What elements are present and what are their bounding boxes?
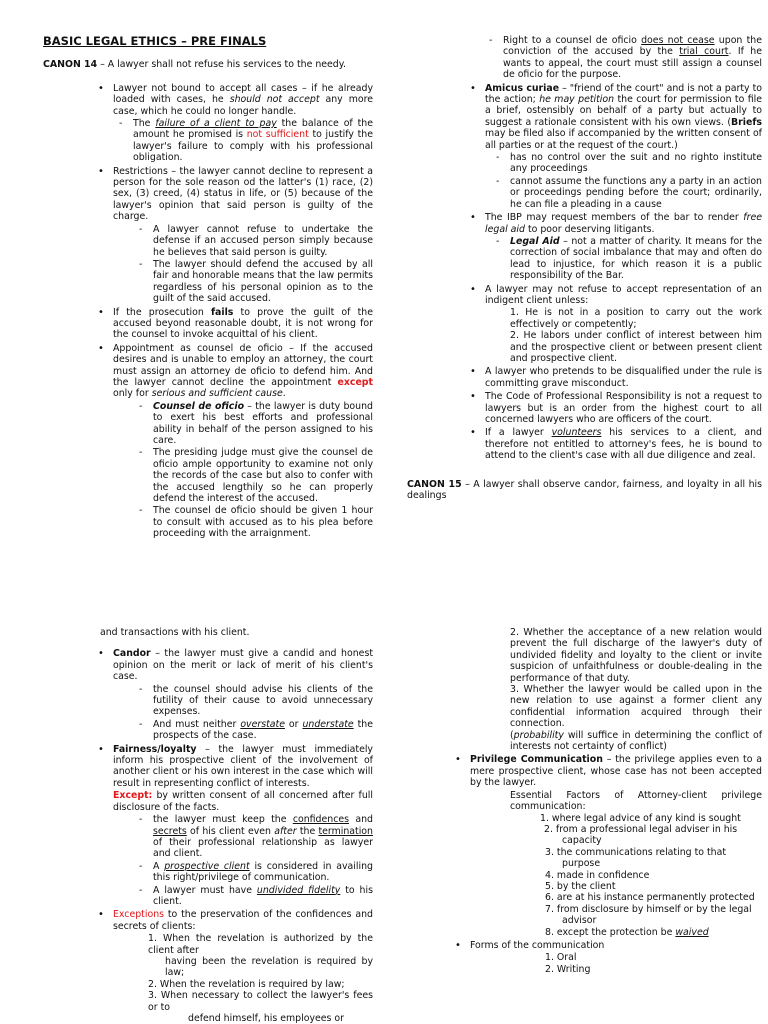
bullet-exceptions: • Exceptions to the preservation of the confidences and secrets of clients:	[93, 909, 373, 932]
bullet-fairness-loyalty: • Fairness/loyalty – the lawyer must immediately inform his prospective client of the involvement of another client or his own interest in the case which will result in representing conflict of interests.	[93, 744, 373, 790]
canon-15: CANON 15 – A lawyer shall observe candor, fairness, and loyalty in all his dealings	[407, 478, 763, 502]
indigent-reason-1: 1. He is not in a position to carry out the work effectively or competently;	[510, 307, 762, 330]
exception-3: 3. When necessary to collect the lawyer's fees or to	[148, 990, 373, 1013]
factor-2: 2. from a professional legal adviser in his	[544, 823, 738, 835]
bullet-pretends-disqualified: • A lawyer who pretends to be disqualified under the rule is committing grave misconduct.	[465, 366, 762, 389]
page-2	[0, 512, 768, 1024]
conflict-test-3: 3. Whether the lawyer would be called upon in the new relation to use against a former client any confidential information acquired through their connection.	[510, 684, 762, 730]
dash-legal-aid: - Legal Aid – not a matter of charity. It means for the correction of social imbalance that may and often do lead to injustice, for which reason it is a public responsibility of the Bar.	[494, 236, 762, 282]
dash-prospective-client: - A prospective client is considered in availing this right/privilege of communication.	[137, 861, 373, 884]
dash-presiding-judge: - The presiding judge must give the counsel de oficio ample opportunity to examine not only the records of the case but also to confer with the accused lengthily so he can properly defend the interest of the accused.	[137, 447, 373, 504]
page1-right-column	[407, 34, 762, 501]
dash-overstate: - And must neither overstate or understate the prospects of the case.	[137, 719, 373, 742]
exception-1: 1. When the revelation is authorized by the client after	[148, 933, 373, 956]
factor-2-continued: capacity	[562, 835, 602, 847]
bullet-ibp: • The IBP may request members of the bar to render free legal aid to poor deserving litigants.	[465, 212, 762, 235]
factor-3-continued: purpose	[562, 858, 601, 870]
form-oral: 1. Oral	[545, 952, 577, 964]
bullet-prosecution-fails: • If the prosecution fails to prove the guilt of the accused beyond reasonable doubt, it is not wrong for the counsel to invoke acquittal of his client.	[93, 307, 373, 341]
conflict-test-2: 2. Whether the acceptance of a new relation would prevent the full discharge of the lawyer's duty of undivided fidelity and loyalty to the client or invite suspicion of unfaithfulness or double-dealing in the performance of that duty.	[510, 627, 762, 684]
page1-left-column	[43, 34, 373, 541]
factor-5: 5. by the client	[545, 880, 616, 892]
dash-keep-confidences: - the lawyer must keep the confidences and secrets of his client even after the termination of their professional relationship as lawyer and client.	[137, 814, 373, 860]
page2-left-column	[43, 627, 373, 1024]
factor-1: 1. where legal advice of any kind is sought	[540, 812, 741, 824]
exception-1-continued: having been the revelation is required by law;	[165, 955, 373, 979]
factor-7-continued: advisor	[562, 915, 597, 927]
bullet-privilege-communication: • Privilege Communication – the privilege applies even to a mere prospective client, whose case has not been accepted by the lawyer.	[450, 754, 762, 788]
dash-futility: - the counsel should advise his clients of the futility of their cause to avoid unnecessary expenses.	[137, 684, 373, 718]
factor-4: 4. made in confidence	[545, 869, 650, 881]
form-writing: 2. Writing	[545, 963, 591, 975]
dash-defend-accused: - The lawyer should defend the accused by all fair and honorable means that the law permits regardless of his personal opinion as to the guilt of the said accused.	[137, 259, 373, 305]
bullet-indigent-client: • A lawyer may not refuse to accept representation of an indigent client unless:	[465, 284, 762, 307]
fairness-exception: Except: by written consent of all concerned after full disclosure of the facts.	[113, 790, 373, 813]
factor-8: 8. except the protection be waived	[545, 926, 709, 938]
exception-3-continued: defend himself, his employees or	[188, 1013, 344, 1024]
factor-6: 6. are at his instance permanently protected	[545, 892, 755, 904]
dash-one-hour: - The counsel de oficio should be given 1 hour to consult with accused as to his plea before proceeding with the arraignment.	[137, 505, 373, 539]
bullet-volunteers: • If a lawyer volunteers his services to a client, and therefore not entitled to attorney's fees, he is bound to attend to the client's case with all due diligence and zeal.	[465, 427, 762, 461]
dash-no-control: - has no control over the suit and no righto institute any proceedings	[494, 152, 762, 175]
canon-14: CANON 14 – A lawyer shall not refuse his services to the needy.	[43, 59, 346, 71]
dash-cannot-refuse: - A lawyer cannot refuse to undertake the defense if an accused person simply because he believes that said person is guilty.	[137, 224, 373, 258]
document-title: BASIC LEGAL ETHICS – PRE FINALS	[43, 34, 267, 48]
bullet-not-bound: • Lawyer not bound to accept all cases – if he already loaded with cases, he should not accept any more case, which he could no longer handle.	[93, 83, 373, 117]
dash-undivided-fidelity: - A lawyer must have undivided fidelity to his client.	[137, 885, 373, 908]
canon-15-continued: and transactions with his client.	[100, 627, 250, 638]
essential-factors: Essential Factors of Attorney-client privilege communication:	[510, 789, 762, 813]
bullet-appointment: • Appointment as counsel de oficio – If the accused desires and is unable to employ an attorney, the court must assign an attorney de oficio to defend him. And the lawyer cannot decline the appointment except only for serious and sufficient cause.	[93, 343, 373, 400]
dash-failure-to-pay: - The failure of a client to pay the balance of the amount he promised is not sufficient to justify the lawyer's failure to comply with his professional obligation.	[117, 118, 373, 164]
indigent-reason-2: 2. He labors under conflict of interest between him and the prospective client or between present client and prospective client.	[510, 330, 762, 364]
factor-7: 7. from disclosure by himself or by the legal	[545, 903, 752, 915]
bullet-amicus-curiae: • Amicus curiae – "friend of the court" and is not a party to the action; he may petition the court for permission to file a brief, ostensibly on behalf of a party but actually to suggest a rationale consistent with his own views. (Briefs may be filed also if accompanied by the written consent of all parties or at the request of the court.)	[465, 83, 762, 151]
exception-2: 2. When the revelation is required by law;	[148, 978, 345, 990]
dash-right-to-counsel: - Right to a counsel de oficio does not cease upon the conviction of the accused by the trial court. If he wants to appeal, the court must still assign a counsel de oficio for the purpose.	[487, 35, 762, 81]
bullet-restrictions: • Restrictions – the lawyer cannot decline to represent a person for the sole reason od the latter's (1) race, (2) sex, (3) creed, (4) status in life, or (5) because of the lawyer's opinion that said person is guilty of the charge.	[93, 166, 373, 223]
bullet-candor: • Candor – the lawyer must give a candid and honest opinion on the merit or lack of merit of his client's case.	[93, 648, 373, 682]
factor-3: 3. the communications relating to that	[545, 846, 727, 858]
bullet-code-professional: • The Code of Professional Responsibility is not a request to lawyers but is an order from the highest court to all concerned lawyers who are officers of the court.	[465, 391, 762, 425]
dash-cannot-assume: - cannot assume the functions any a party in an action or proceedings pending before the court; ordinarily, he can file a pleading in a cause	[494, 176, 762, 210]
bullet-forms-communication: • Forms of the communication	[450, 940, 762, 951]
dash-counsel-de-oficio: - Counsel de oficio – the lawyer is duty bound to exert his best efforts and professional ability in behalf of the person assigned to his care.	[137, 401, 373, 447]
conflict-note: (probability will suffice in determining the conflict of interests not certainty of conflict)	[510, 729, 762, 753]
page2-right-column	[407, 627, 762, 975]
